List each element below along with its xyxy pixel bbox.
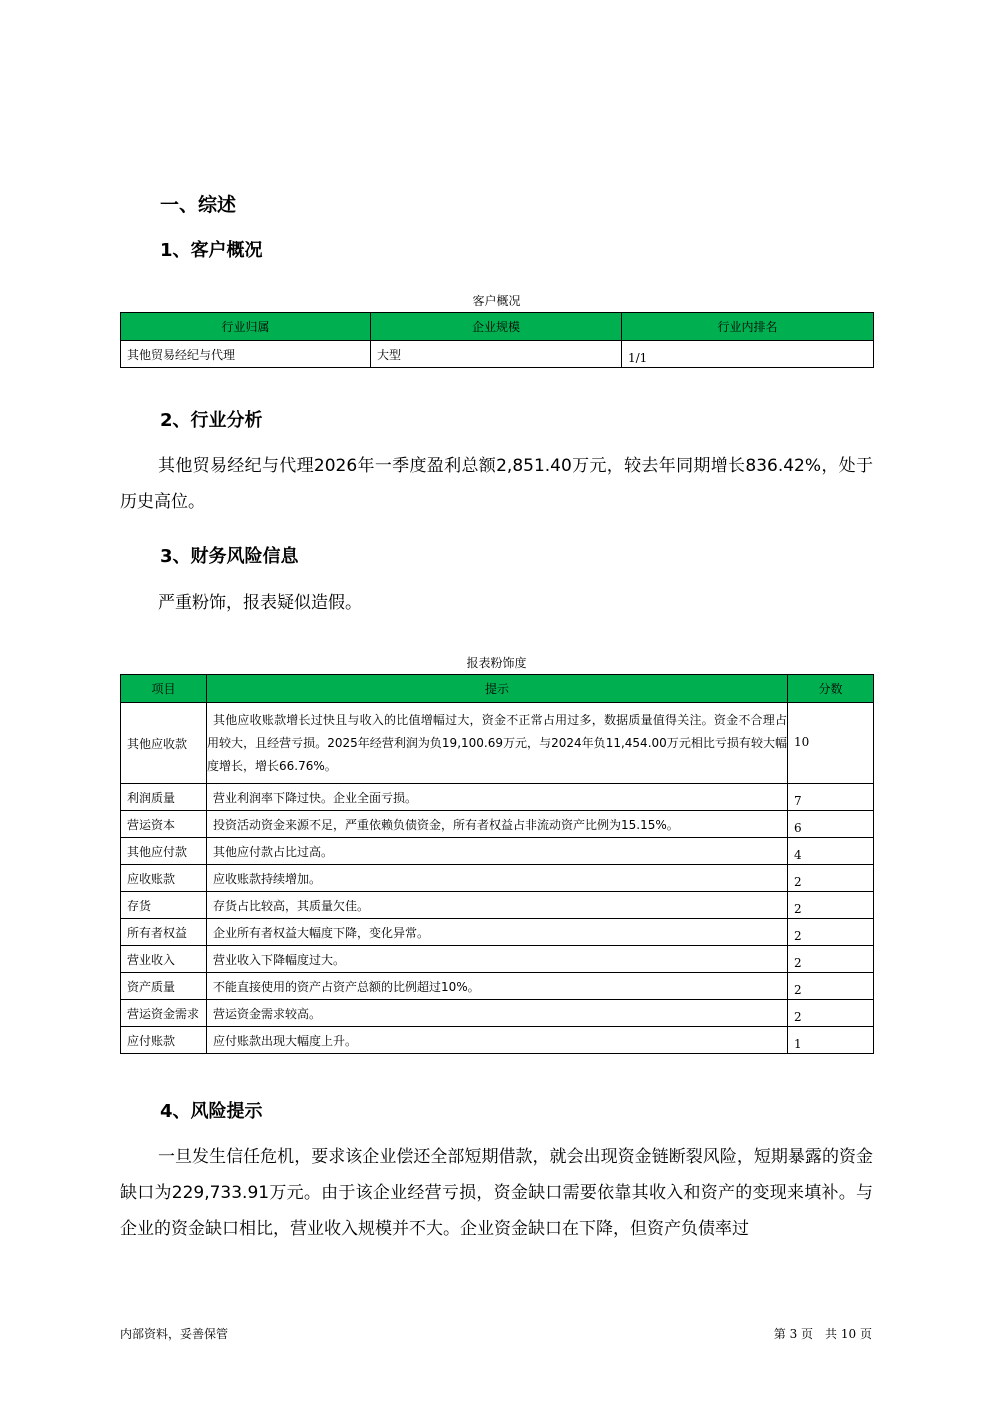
cell-score: 2 [788,892,874,919]
cell-score: 2 [788,973,874,1000]
cell-hint: 投资活动资金来源不足，严重依赖负债资金，所有者权益占非流动资产比例为15.15%。 [207,811,788,838]
table2-caption: 报表粉饰度 [466,656,527,670]
cell-item: 营运资金需求 [121,1000,207,1027]
cell-score: 2 [788,919,874,946]
table1-caption: 客户概况 [472,294,521,308]
header-item: 项目 [121,675,207,703]
cell-item: 营业收入 [121,946,207,973]
table-row [121,838,874,865]
cell-item: 其他应收款 [121,703,207,784]
subsection-industry-analysis: 2、行业分析 [160,410,263,431]
table-row [121,784,874,811]
subsection-financial-risk: 3、财务风险信息 [160,546,299,567]
subsection-risk-tip: 4、风险提示 [160,1101,263,1122]
cell-item: 利润质量 [121,784,207,811]
cell-scale: 大型 [371,341,622,368]
table-row [121,341,874,368]
cell-hint: 应收账款持续增加。 [207,865,788,892]
page-num: 3 [789,1327,798,1341]
cell-hint: 营业利润率下降过快。企业全面亏损。 [207,784,788,811]
cell-hint: 不能直接使用的资产占资产总额的比例超过10%。 [207,973,788,1000]
header-score: 分数 [788,675,874,703]
cell-rank: 1/1 [622,341,874,368]
footer-confidential: 内部资料，妥善保管 [120,1327,229,1341]
page-total: 10 [840,1327,857,1341]
cell-score: 6 [788,811,874,838]
cell-industry: 其他贸易经纪与代理 [121,341,371,368]
cell-score: 4 [788,838,874,865]
page-prefix: 第 [773,1327,786,1341]
cell-item: 存货 [121,892,207,919]
page-mid: 页 共 [801,1327,838,1341]
cell-item: 应收账款 [121,865,207,892]
subsection-customer-overview: 1、客户概况 [160,240,263,261]
table-header-row [121,313,874,341]
cell-score: 1 [788,1027,874,1054]
table-row [121,892,874,919]
cell-hint: 存货占比较高，其质量欠佳。 [207,892,788,919]
table-row [121,703,874,784]
cell-item: 资产质量 [121,973,207,1000]
cell-score: 10 [788,703,874,784]
cell-item: 营运资本 [121,811,207,838]
cell-hint: 应付账款出现大幅度上升。 [207,1027,788,1054]
cell-hint: 其他应付款占比过高。 [207,838,788,865]
table-row [121,919,874,946]
risk-tip-text: 一旦发生信任危机，要求该企业偿还全部短期借款，就会出现资金链断裂风险，短期暴露的资金缺口为229,733.91万元。由于该企业经营亏损，资金缺口需要依靠其收入和资产的变现来填补。与企业的资金缺口相比，营业收入规模并不大。企业资金缺口在下降，但资产负债率过 [120,1147,873,1239]
cell-hint: 企业所有者权益大幅度下降，变化异常。 [207,919,788,946]
table-row [121,1027,874,1054]
table-row [121,946,874,973]
section-title: 一、综述 [160,194,237,216]
table-row [121,973,874,1000]
customer-overview-table [120,312,874,368]
cell-item: 所有者权益 [121,919,207,946]
table-row [121,865,874,892]
financial-risk-text: 严重粉饰，报表疑似造假。 [158,593,362,613]
table-header-row [121,675,874,703]
header-hint: 提示 [207,675,788,703]
cell-hint: 其他应收账款增长过快且与收入的比值增幅过大，资金不正常占用过多，数据质量值得关注。资金不合理占用较大，且经营亏损。2025年经营利润为负19,100.69万元，与2024年负11,454.00万元相比亏损有较大幅度增长，增长66.76%。 [207,703,788,784]
cell-item: 其他应付款 [121,838,207,865]
cell-score: 2 [788,1000,874,1027]
cell-score: 2 [788,865,874,892]
header-scale: 企业规模 [371,313,622,341]
cell-hint: 营业收入下降幅度过大。 [207,946,788,973]
whitewash-table [120,674,874,1054]
industry-analysis-text: 其他贸易经纪与代理2026年一季度盈利总额2,851.40万元，较去年同期增长836.42%，处于历史高位。 [120,456,873,512]
page-suffix: 页 [859,1327,872,1341]
cell-score: 2 [788,946,874,973]
cell-score: 7 [788,784,874,811]
table-row [121,811,874,838]
header-industry: 行业归属 [121,313,371,341]
footer-page-number [774,1325,872,1342]
table-row [121,1000,874,1027]
cell-item: 应付账款 [121,1027,207,1054]
cell-hint: 营运资金需求较高。 [207,1000,788,1027]
header-rank: 行业内排名 [622,313,874,341]
